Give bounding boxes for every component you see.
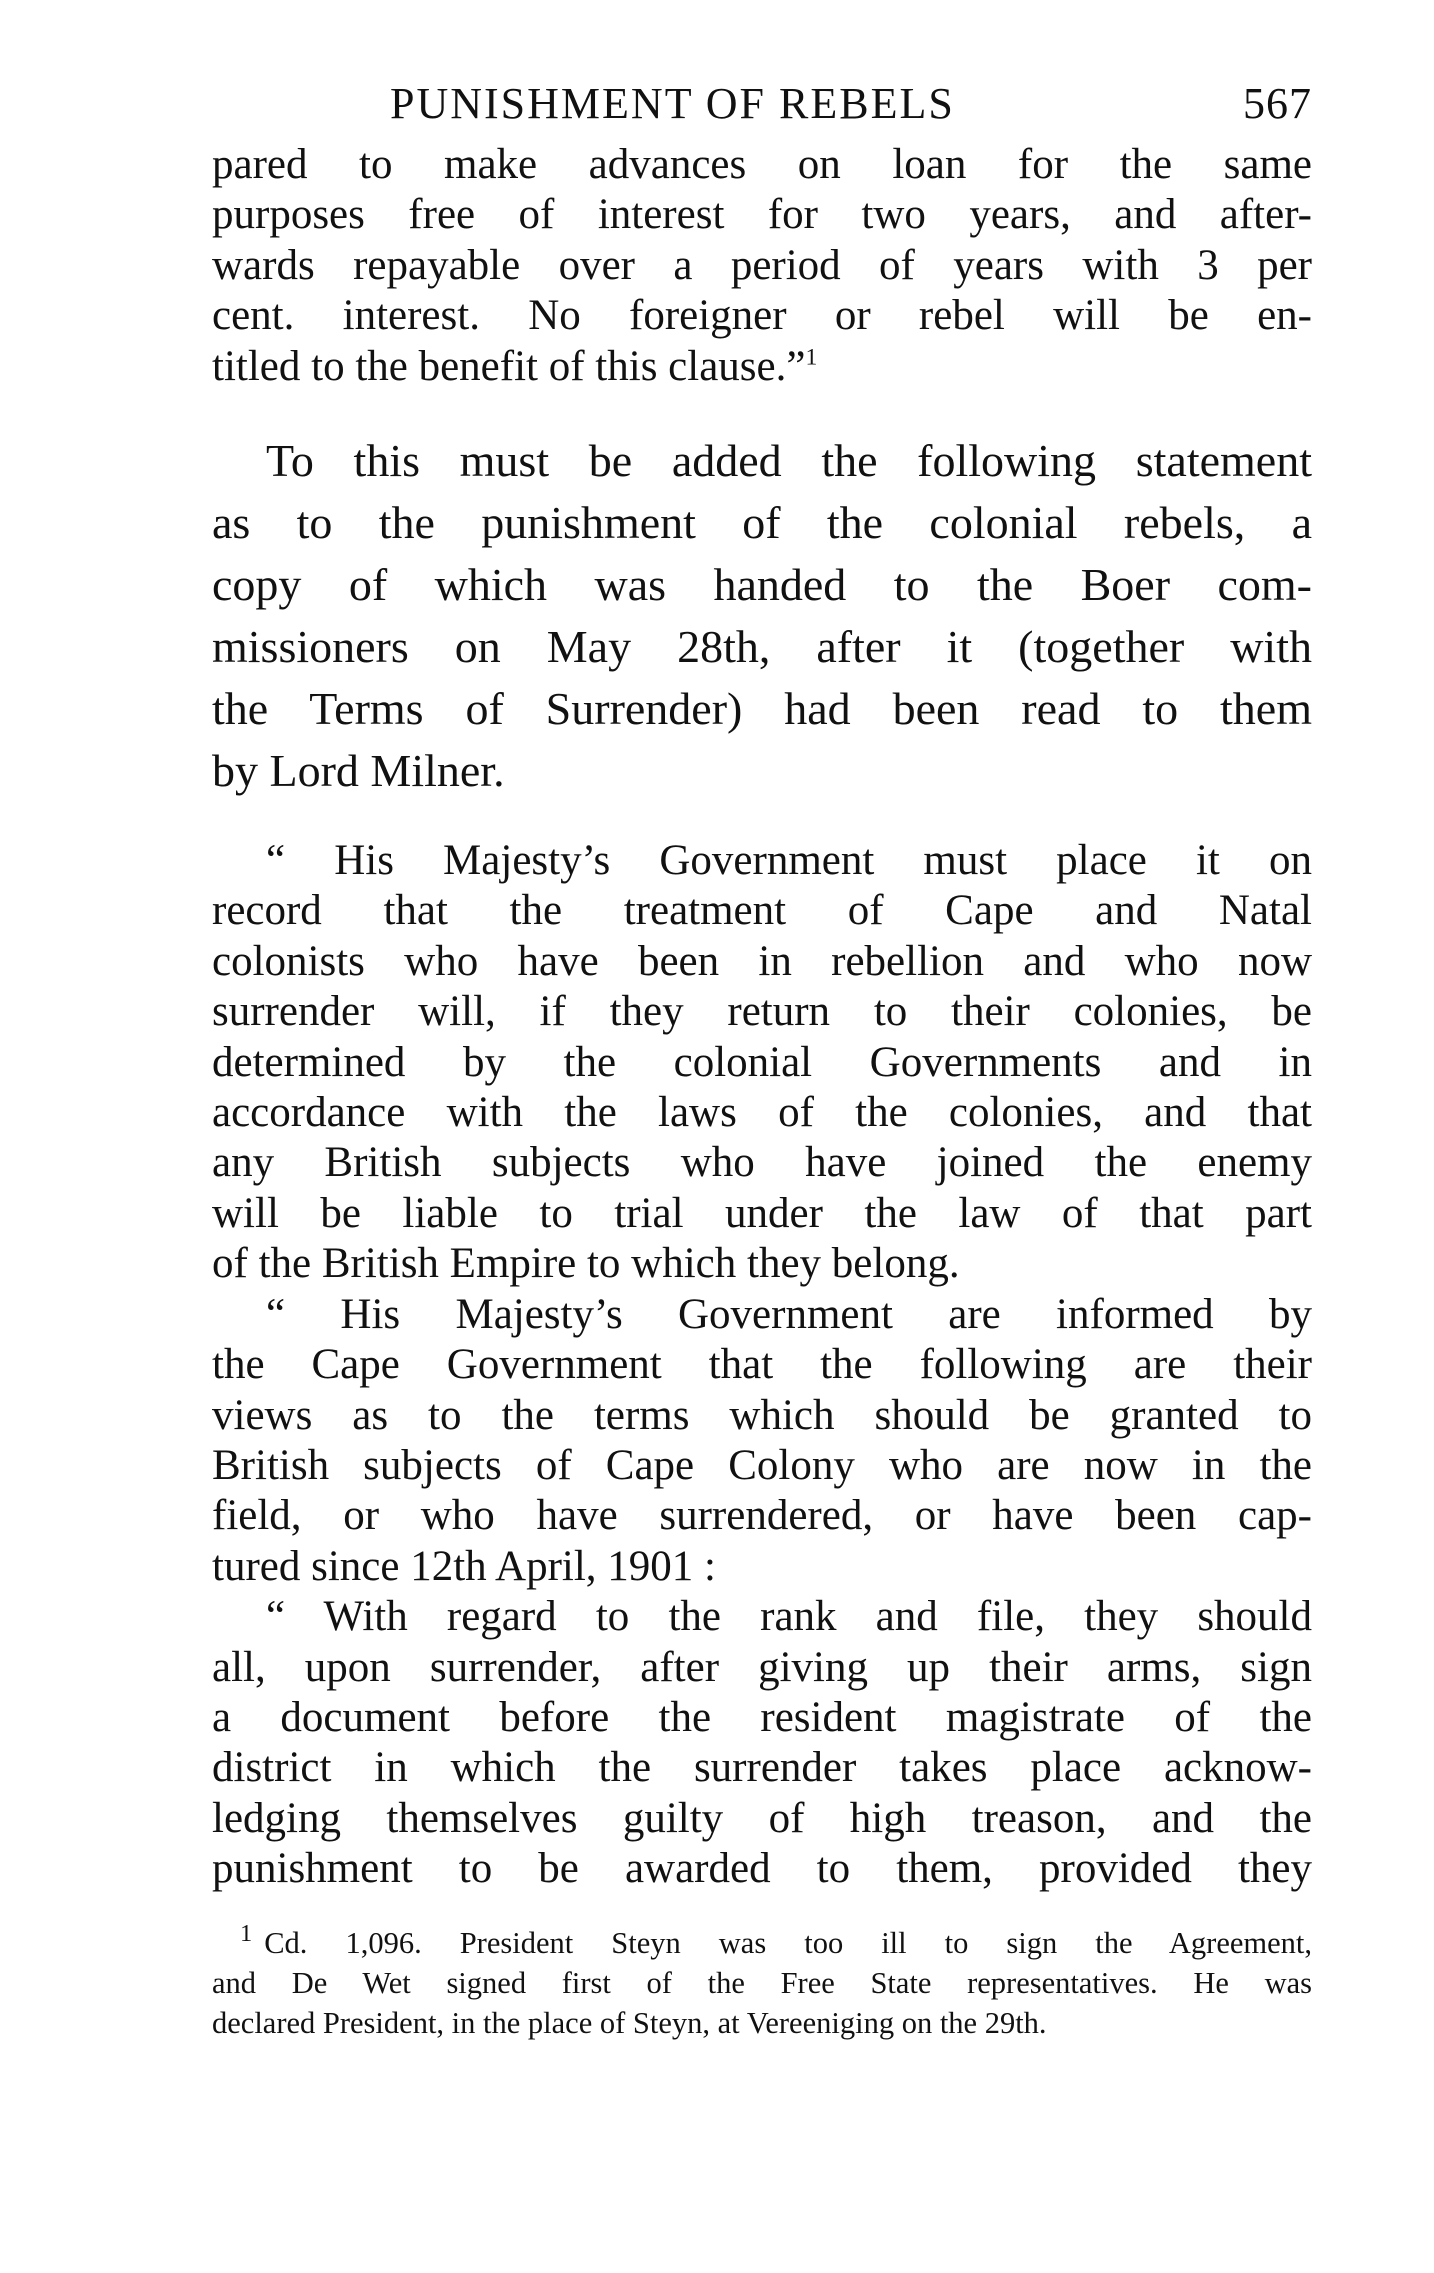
text-line: To this must be added the following statement xyxy=(266,435,1312,487)
page-number: 567 xyxy=(1243,79,1312,128)
text-line: wards repayable over a period of years with 3 per xyxy=(212,241,1312,289)
running-title: PUNISHMENT OF REBELS xyxy=(390,79,955,128)
text-line: copy of which was handed to the Boer com- xyxy=(212,559,1312,611)
footnote-mark: 1 xyxy=(240,1920,253,1948)
text-line: punishment to be awarded to them, provided they xyxy=(212,1845,1312,1893)
text-line: determined by the colonial Governments and in xyxy=(212,1038,1312,1086)
text-line: ledging themselves guilty of high treason, and the xyxy=(212,1794,1312,1842)
text-line: views as to the terms which should be granted to xyxy=(212,1391,1312,1439)
text-line-content: titled to the benefit of this clause.” xyxy=(212,342,806,390)
text-line: of the British Empire to which they belong. xyxy=(212,1240,960,1288)
text-line: will be liable to trial under the law of that part xyxy=(212,1189,1312,1237)
text-line: colonists who have been in rebellion and who now xyxy=(212,937,1312,985)
text-line: British subjects of Cape Colony who are now in the xyxy=(212,1441,1312,1489)
text-line: purposes free of interest for two years, and after- xyxy=(212,191,1312,239)
text-line: “ With regard to the rank and file, they should xyxy=(266,1593,1312,1641)
text-line: record that the treatment of Cape and Natal xyxy=(212,887,1312,935)
government-statement xyxy=(212,836,1312,1895)
text-line: tured since 12th April, 1901 : xyxy=(212,1542,716,1590)
footnote-line: declared President, in the place of Steyn, at Vereeniging on the 29th. xyxy=(212,2005,1047,2040)
narrative-paragraph xyxy=(212,430,1312,802)
footnote-text: Cd. 1,096. President Steyn was too ill to sign the Agreement, xyxy=(264,1925,1312,1960)
text-line: any British subjects who have joined the enemy xyxy=(212,1139,1312,1187)
text-line: district in which the surrender takes place acknow- xyxy=(212,1744,1312,1792)
footnote-line: and De Wet signed first of the Free State representatives. He was xyxy=(212,1965,1312,2000)
book-page xyxy=(212,78,1312,2043)
text-line: the Terms of Surrender) had been read to them xyxy=(212,683,1312,735)
text-line: the Cape Government that the following are their xyxy=(212,1341,1312,1389)
text-line: cent. interest. No foreigner or rebel will be en- xyxy=(212,292,1312,340)
text-line: by Lord Milner. xyxy=(212,745,505,797)
text-line: missioners on May 28th, after it (together with xyxy=(212,621,1312,673)
text-line: as to the punishment of the colonial rebels, a xyxy=(212,497,1312,549)
footnote-line xyxy=(212,1920,1312,1963)
text-line xyxy=(212,342,1312,392)
footnote-reference: 1 xyxy=(805,344,818,371)
footnote-spacer xyxy=(212,1895,1312,1923)
text-line: “ His Majesty’s Government are informed by xyxy=(266,1290,1312,1338)
continued-quotation xyxy=(212,140,1312,392)
text-line: field, or who have surrendered, or have been cap- xyxy=(212,1492,1312,1540)
text-line: pared to make advances on loan for the same xyxy=(212,141,1312,188)
text-line: surrender will, if they return to their colonies, be xyxy=(212,988,1312,1036)
text-line: “ His Majesty’s Government must place it on xyxy=(266,837,1312,885)
text-line: a document before the resident magistrate of the xyxy=(212,1693,1312,1741)
text-line: accordance with the laws of the colonies, and that xyxy=(212,1089,1312,1137)
running-head xyxy=(212,78,1312,140)
footnote xyxy=(212,1920,1312,2043)
text-line: all, upon surrender, after giving up their arms, sign xyxy=(212,1643,1312,1691)
